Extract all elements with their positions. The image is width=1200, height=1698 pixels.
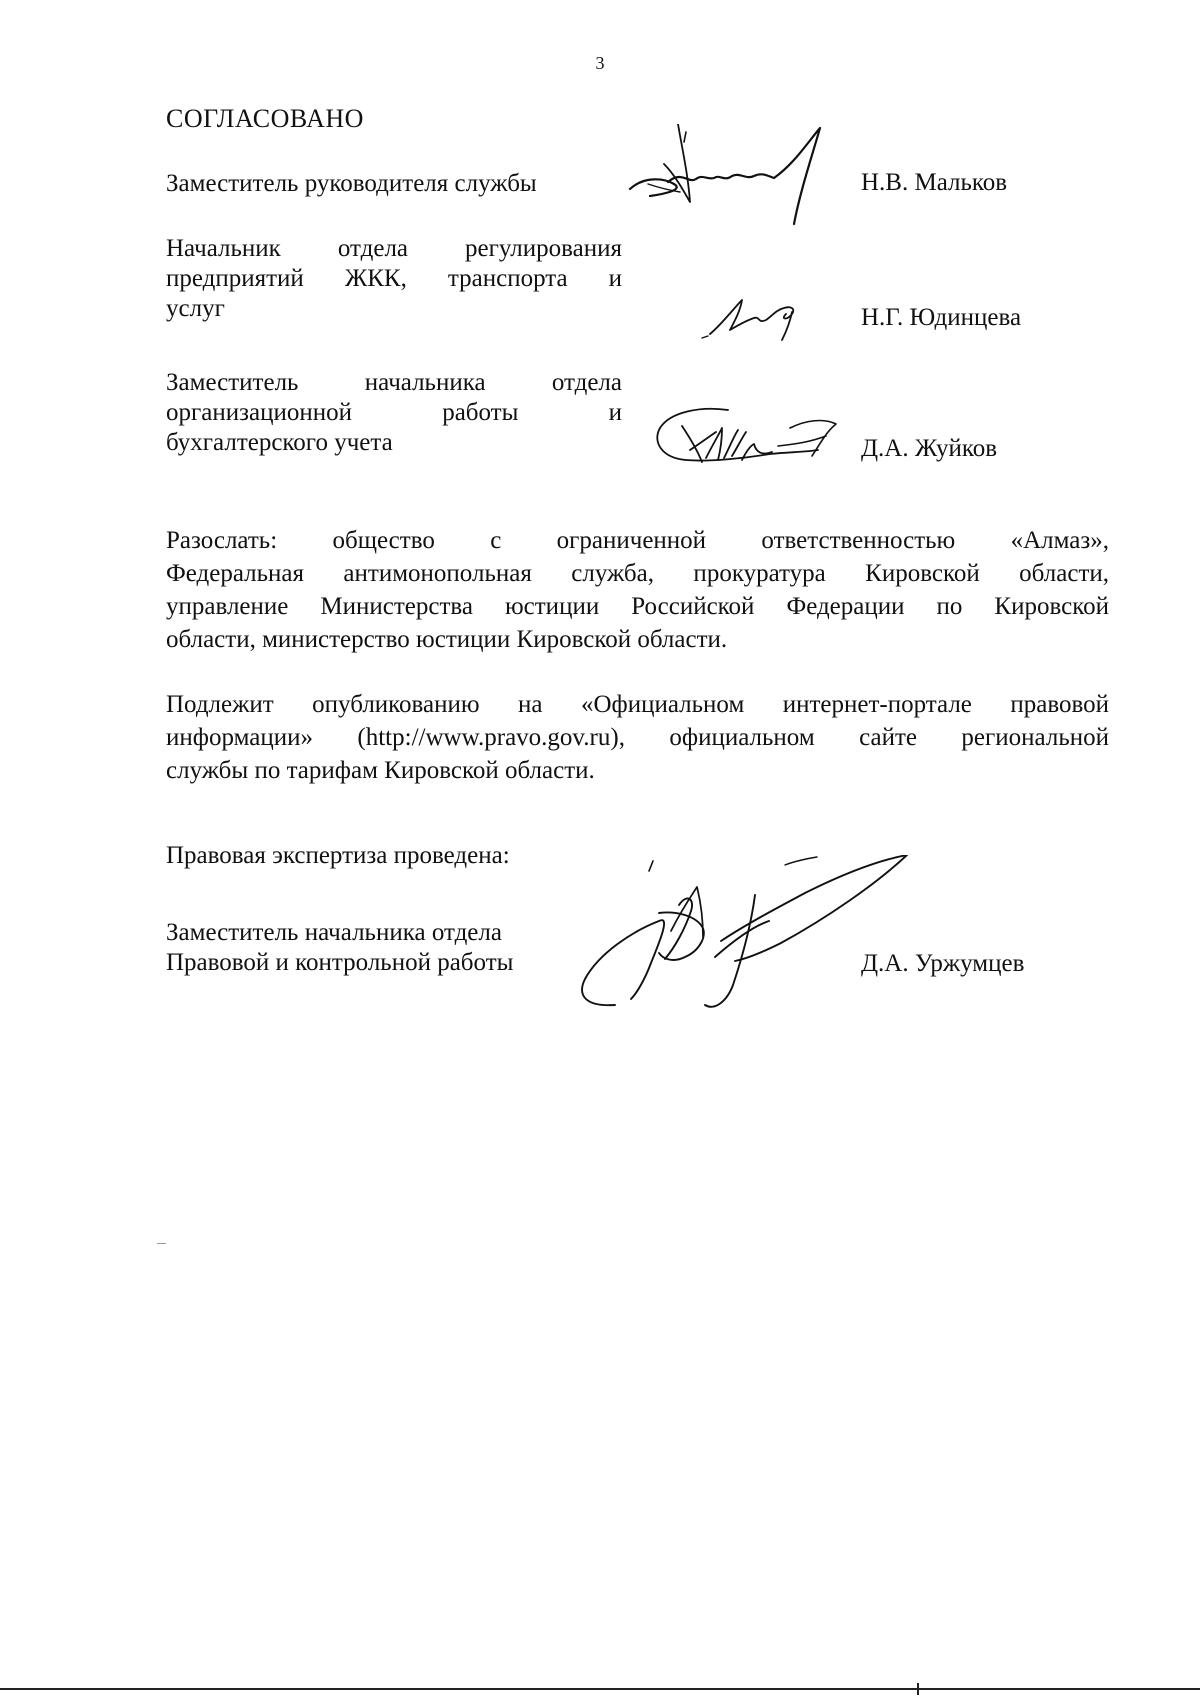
signature-2 bbox=[700, 290, 820, 342]
bottom-rule bbox=[0, 1688, 1200, 1690]
signatory-1-name: Н.В. Мальков bbox=[861, 169, 1008, 196]
position-line: Правовой и контрольной работы bbox=[166, 949, 514, 976]
publication-paragraph bbox=[166, 688, 1109, 787]
signatory-3-position bbox=[166, 368, 622, 458]
signature-1 bbox=[624, 124, 864, 236]
signatory-3-name: Д.А. Жуйков bbox=[861, 435, 998, 462]
position-line: предприятий ЖКК, транспорта и bbox=[166, 265, 622, 292]
paragraph-line: Разослать: общество с ограниченной ответственностью «Алмаз», bbox=[166, 527, 1109, 554]
signatory-1-position bbox=[166, 169, 622, 199]
paragraph-line: Подлежит опубликованию на «Официальном интернет-портале правовой bbox=[166, 691, 1109, 718]
signatory-2-position bbox=[166, 234, 622, 324]
signature-legal-review bbox=[555, 855, 925, 1025]
position-line: Заместитель руководителя службы bbox=[166, 170, 537, 197]
paragraph-line: Федеральная антимонопольная служба, прокуратура Кировской области, bbox=[166, 560, 1109, 587]
legal-review-position bbox=[166, 918, 586, 978]
legal-review-name: Д.А. Уржумцев bbox=[861, 950, 1025, 977]
bottom-tick bbox=[917, 1683, 919, 1695]
page-number: 3 bbox=[595, 53, 605, 73]
position-line: Заместитель начальника отдела bbox=[166, 919, 502, 946]
position-line: организационной работы и bbox=[166, 399, 622, 426]
position-line: Заместитель начальника отдела bbox=[166, 369, 622, 396]
signature-3 bbox=[650, 402, 850, 482]
position-line: бухгалтерского учета bbox=[166, 429, 393, 456]
paragraph-line: информации» (http://www.pravo.gov.ru), официальном сайте региональной bbox=[166, 724, 1109, 751]
position-line: услуг bbox=[166, 295, 225, 322]
approval-heading: СОГЛАСОВАНО bbox=[166, 104, 364, 133]
paragraph-line: управление Министерства юстиции Российской Федерации по Кировской bbox=[166, 593, 1109, 620]
paragraph-line: области, министерство юстиции Кировской области. bbox=[166, 626, 728, 653]
paragraph-line: службы по тарифам Кировской области. bbox=[166, 757, 595, 784]
distribution-paragraph bbox=[166, 524, 1109, 656]
legal-review-heading: Правовая экспертиза проведена: bbox=[166, 842, 510, 869]
position-line: Начальник отдела регулирования bbox=[166, 235, 622, 262]
signatory-2-name: Н.Г. Юдинцева bbox=[861, 304, 1022, 331]
scan-mark bbox=[157, 1243, 166, 1244]
